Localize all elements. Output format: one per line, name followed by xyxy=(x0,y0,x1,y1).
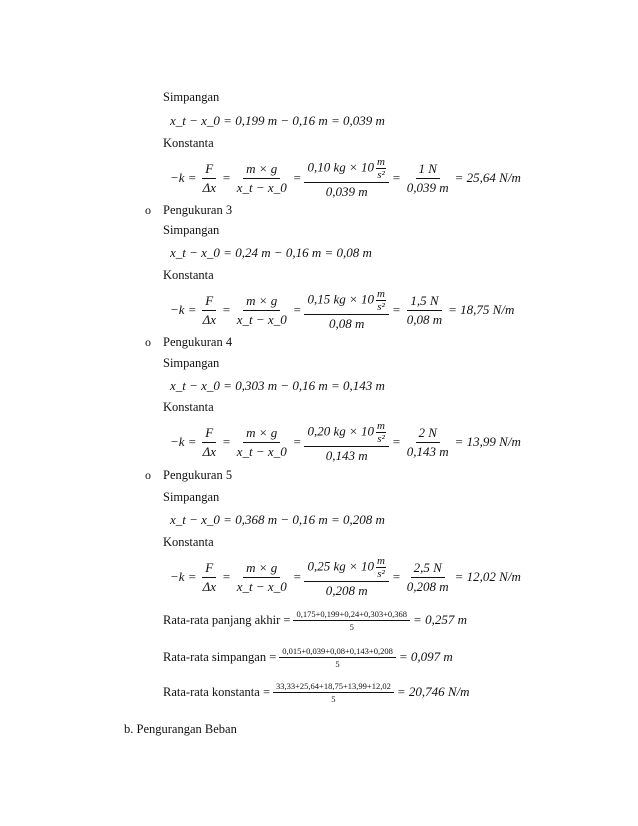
simpangan-equation: x_t − x_0 = 0,368 m − 0,16 m = 0,208 m xyxy=(170,512,385,527)
simpangan-equation: x_t − x_0 = 0,199 m − 0,16 m = 0,039 m xyxy=(170,113,385,128)
bullet-icon: o xyxy=(145,468,151,482)
konstanta-equation: −k = $\frac{F}{\Delta x}$ = $\frac{m \times g}{x\_t - x\_0}$ = 0,25 kg × 10 $\frac{m}{\text{s²}}$ 0,208 m = $\frac{2,5 N}{0,208 m}$ = 12,02 N/m xyxy=(170,555,521,598)
konstanta-result: = 18,75 N/m xyxy=(448,302,515,317)
simpangan-label: Simpangan xyxy=(163,223,220,237)
konstanta-label: Konstanta xyxy=(163,400,214,414)
simpangan-label: Simpangan xyxy=(163,90,220,104)
konstanta-label: Konstanta xyxy=(163,535,214,549)
average-displacement-row: Rata-rata simpangan = $\frac{0,015+0,039+0,08+0,143+0,208}{5}$ = 0,097 m xyxy=(163,645,453,669)
average-length-row: Rata-rata panjang akhir = $\frac{0,175+0,199+0,24+0,303+0,368}{5}$ = 0,257 m xyxy=(163,608,467,632)
konstanta-result: = 25,64 N/m xyxy=(454,170,521,185)
konstanta-result: = 13,99 N/m xyxy=(454,434,521,449)
measurement-title: Pengukuran 4 xyxy=(163,335,233,349)
simpangan-label: Simpangan xyxy=(163,356,220,370)
konstanta-equation: −k = $\frac{F}{\Delta x}$ = $\frac{m \times g}{x\_t - x\_0}$ = 0,20 kg × 10 $\frac{m}{\text{s²}}$ 0,143 m = $\frac{2 N}{0,143 m}$ = 13,99 N/m xyxy=(170,420,521,463)
average-result: = 0,097 m xyxy=(398,649,453,664)
konstanta-equation: −k = $\frac{F}{\Delta x}$ = $\frac{m \times g}{x\_t - x\_0}$ = 0,10 kg × 10 $\frac{m}{\text{s²}}$ 0,039 m = $\frac{1 N}{0,039 m}$ = 25,64 N/m xyxy=(170,156,521,199)
average-result: = 20,746 N/m xyxy=(396,684,470,699)
bullet-icon: o xyxy=(145,203,151,217)
konstanta-equation: −k = $\frac{F}{\Delta x}$ = $\frac{m \times g}{x\_t - x\_0}$ = 0,15 kg × 10 $\frac{m}{\text{s²}}$ 0,08 m = $\frac{1,5 N}{0,08 m}$ = 18,75 N/m xyxy=(170,288,515,331)
average-label: Rata-rata konstanta = xyxy=(163,684,271,699)
konstanta-label: Konstanta xyxy=(163,268,214,282)
konstanta-result: = 12,02 N/m xyxy=(454,569,521,584)
average-constant-row: Rata-rata konstanta = $\frac{33,33+25,64+18,75+13,99+12,02}{5}$ = 20,746 N/m xyxy=(163,680,470,704)
average-label: Rata-rata simpangan = xyxy=(163,649,277,664)
average-label: Rata-rata panjang akhir = xyxy=(163,612,291,627)
simpangan-equation: x_t − x_0 = 0,303 m − 0,16 m = 0,143 m xyxy=(170,378,385,393)
average-result: = 0,257 m xyxy=(413,612,467,627)
section-heading: b. Pengurangan Beban xyxy=(124,722,237,736)
lhs: −k = xyxy=(170,170,197,185)
measurement-title: Pengukuran 3 xyxy=(163,203,233,217)
simpangan-label: Simpangan xyxy=(163,490,220,504)
bullet-icon: o xyxy=(145,335,151,349)
konstanta-label: Konstanta xyxy=(163,136,214,150)
simpangan-equation: x_t − x_0 = 0,24 m − 0,16 m = 0,08 m xyxy=(170,245,372,260)
measurement-title: Pengukuran 5 xyxy=(163,468,233,482)
